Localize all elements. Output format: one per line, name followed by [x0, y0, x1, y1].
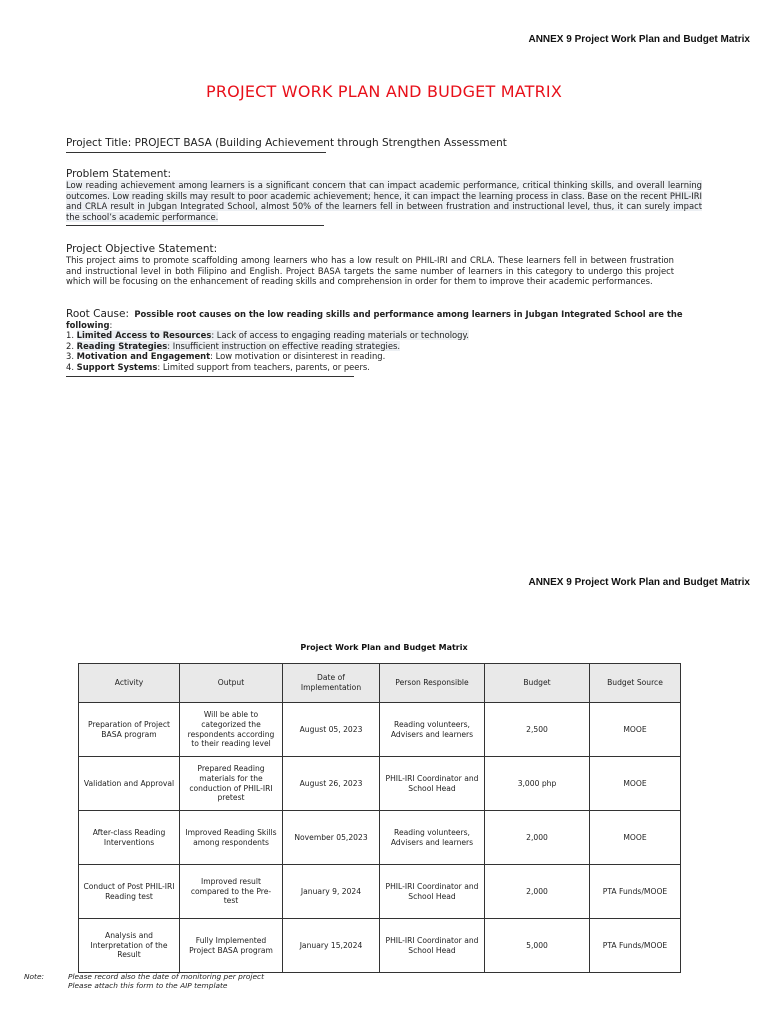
column-header: Budget	[485, 664, 590, 703]
table-cell: Reading volunteers, Advisers and learners	[380, 703, 485, 757]
table-cell: After-class Reading Interventions	[79, 811, 180, 865]
table-row	[79, 865, 681, 919]
objective-heading: Project Objective Statement:	[66, 243, 218, 255]
root-cause-section	[66, 309, 702, 377]
root-cause-item: 3. Motivation and Engagement: Low motivation or disinterest in reading.	[66, 351, 386, 362]
column-header: Person Responsible	[380, 664, 485, 703]
table-cell: Analysis and Interpretation of the Result	[79, 919, 180, 973]
table-cell: 2,000	[485, 811, 590, 865]
table-cell: MOOE	[590, 811, 681, 865]
table-cell: Prepared Reading materials for the conduction of PHIL-IRI pretest	[180, 757, 283, 811]
table-cell: MOOE	[590, 703, 681, 757]
column-header: Activity	[79, 664, 180, 703]
root-cause-intro: Root Cause: Possible root causes on the low reading skills and performance among learners in Jubgan Integrated School are the following:	[66, 308, 683, 330]
divider	[66, 152, 326, 153]
table-cell: PHIL-IRI Coordinator and School Head	[380, 865, 485, 919]
table-cell: Improved result compared to the Pre-test	[180, 865, 283, 919]
divider	[66, 225, 324, 226]
column-header: Date of Implementation	[283, 664, 380, 703]
table-cell: November 05,2023	[283, 811, 380, 865]
problem-text: Low reading achievement among learners is a significant concern that can impact academic performance, critical thinking skills, and overall learning outcomes. Low reading skills may result to poor academic achievement; hence, it can impact the learning process in class. Base on the recent PHIL-IRI and CRLA result in Jubgan Integrated School, almost 50% of the learners fell in between frustration and instructional level, thus, it can surely impact the school’s academic performance.	[66, 180, 702, 222]
root-cause-item: 2. Reading Strategies: Insufficient instruction on effective reading strategies.	[66, 340, 401, 351]
root-cause-list	[66, 330, 702, 372]
divider	[66, 376, 354, 377]
annex-label: ANNEX 9 Project Work Plan and Budget Matrix	[528, 577, 750, 588]
column-header: Budget Source	[590, 664, 681, 703]
table-title: Project Work Plan and Budget Matrix	[300, 643, 468, 652]
table-header-row	[79, 664, 681, 703]
table-cell: PTA Funds/MOOE	[590, 919, 681, 973]
root-cause-item: 1. Limited Access to Resources: Lack of access to engaging reading materials or technology.	[66, 330, 469, 341]
table-row	[79, 811, 681, 865]
column-header: Output	[180, 664, 283, 703]
objective-section	[66, 243, 702, 287]
table-body	[79, 703, 681, 973]
project-title-section	[66, 137, 702, 153]
page-title: PROJECT WORK PLAN AND BUDGET MATRIX	[205, 82, 563, 101]
table-cell: Conduct of Post PHIL-IRI Reading test	[79, 865, 180, 919]
budget-matrix-table	[78, 663, 681, 973]
table-cell: January 15,2024	[283, 919, 380, 973]
table-cell: January 9, 2024	[283, 865, 380, 919]
table-cell: PHIL-IRI Coordinator and School Head	[380, 757, 485, 811]
table-cell: 2,000	[485, 865, 590, 919]
root-cause-item: 4. Support Systems: Limited support from teachers, parents, or peers.	[66, 361, 370, 372]
table-cell: Improved Reading Skills among respondents	[180, 811, 283, 865]
note: Note: Please record also the date of monitoring per project Please attach this form to the AIP template	[24, 972, 264, 990]
table-cell: 5,000	[485, 919, 590, 973]
table-cell: 2,500	[485, 703, 590, 757]
table-cell: 3,000 php	[485, 757, 590, 811]
table-row	[79, 703, 681, 757]
table-cell: August 26, 2023	[283, 757, 380, 811]
table-cell: Will be able to categorized the respondents according to their reading level	[180, 703, 283, 757]
table-cell: Fully Implemented Project BASA program	[180, 919, 283, 973]
table-cell: PHIL-IRI Coordinator and School Head	[380, 919, 485, 973]
table-cell: Reading volunteers, Advisers and learners	[380, 811, 485, 865]
table-cell: August 05, 2023	[283, 703, 380, 757]
table-cell: MOOE	[590, 757, 681, 811]
table-cell: Preparation of Project BASA program	[79, 703, 180, 757]
project-title: Project Title: PROJECT BASA (Building Achievement through Strengthen Assessment	[66, 137, 507, 149]
problem-heading: Problem Statement:	[66, 168, 172, 180]
table-cell: PTA Funds/MOOE	[590, 865, 681, 919]
table-row	[79, 757, 681, 811]
table-cell: Validation and Approval	[79, 757, 180, 811]
table-row	[79, 919, 681, 973]
annex-label: ANNEX 9 Project Work Plan and Budget Matrix	[528, 34, 750, 45]
problem-statement-section	[66, 168, 702, 226]
objective-text: This project aims to promote scaffolding among learners who has a low result on PHIL-IRI and CRLA. These learners fell in between frustration and instructional level in both Filipino and English. Project BASA targets the same number of learners in this category to undergo this project which will be focusing on the enhancement of reading skills and comprehension in order for them to improve their academic performances.	[66, 255, 674, 287]
